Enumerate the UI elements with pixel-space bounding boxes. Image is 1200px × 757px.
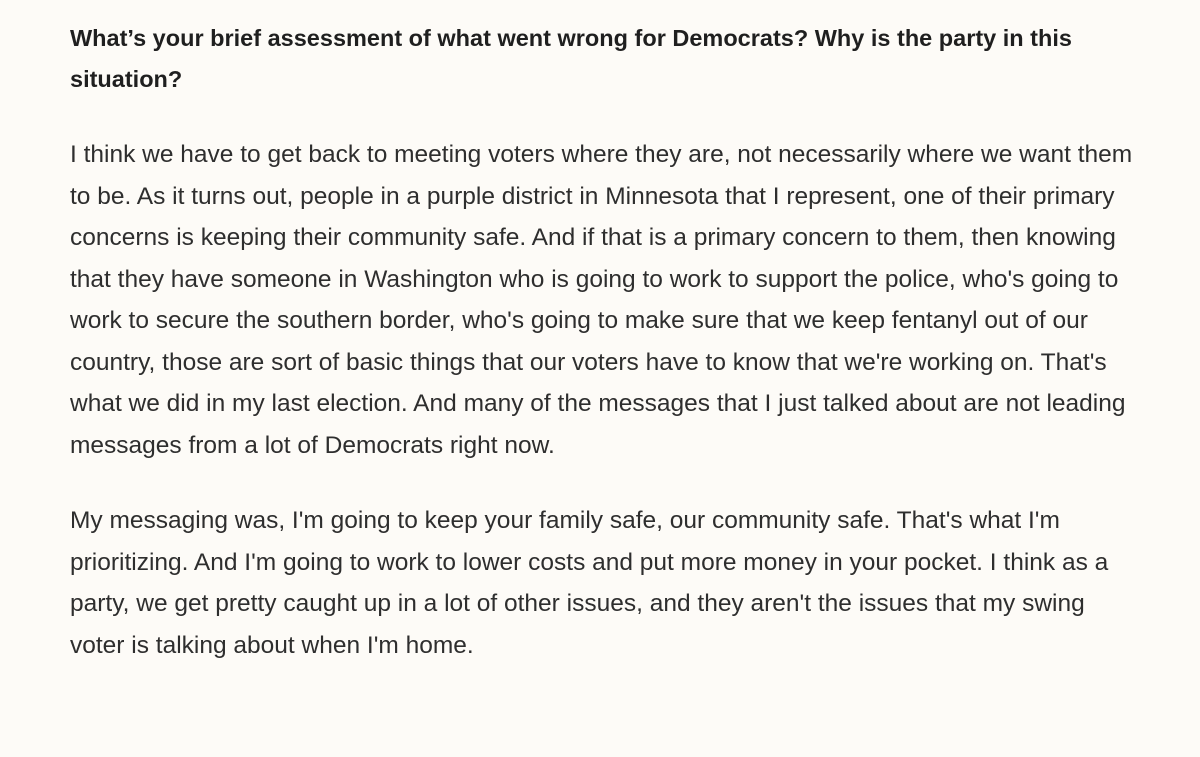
answer-paragraph-2: My messaging was, I'm going to keep your family safe, our community safe. That's what I'm prioritizing. And I'm going to work to lower costs and put more money in your pocket. I think as a party, we get pretty caught up in a lot of other issues, and they aren't the issues that my swing voter is talking about when I'm home. (70, 507, 1109, 659)
answer-paragraph-1: I think we have to get back to meeting voters where they are, not necessarily where we want them to be. As it turns out, people in a purple district in Minnesota that I represent, one of their primary concerns is keeping their community safe. And if that is a primary concern to them, then knowing that they have someone in Washington who is going to work to support the police, who's going to work to secure the southern border, who's going to make sure that we keep fentanyl out of our country, those are sort of basic things that our voters have to know that we're working on. That's what we did in my last election. And many of the messages that I just talked about are not leading messages from a lot of Democrats right now. (70, 141, 1133, 459)
article-body (70, 18, 1135, 700)
interview-question: What’s your brief assessment of what went wrong for Democrats? Why is the party in this situation? (70, 25, 1072, 92)
